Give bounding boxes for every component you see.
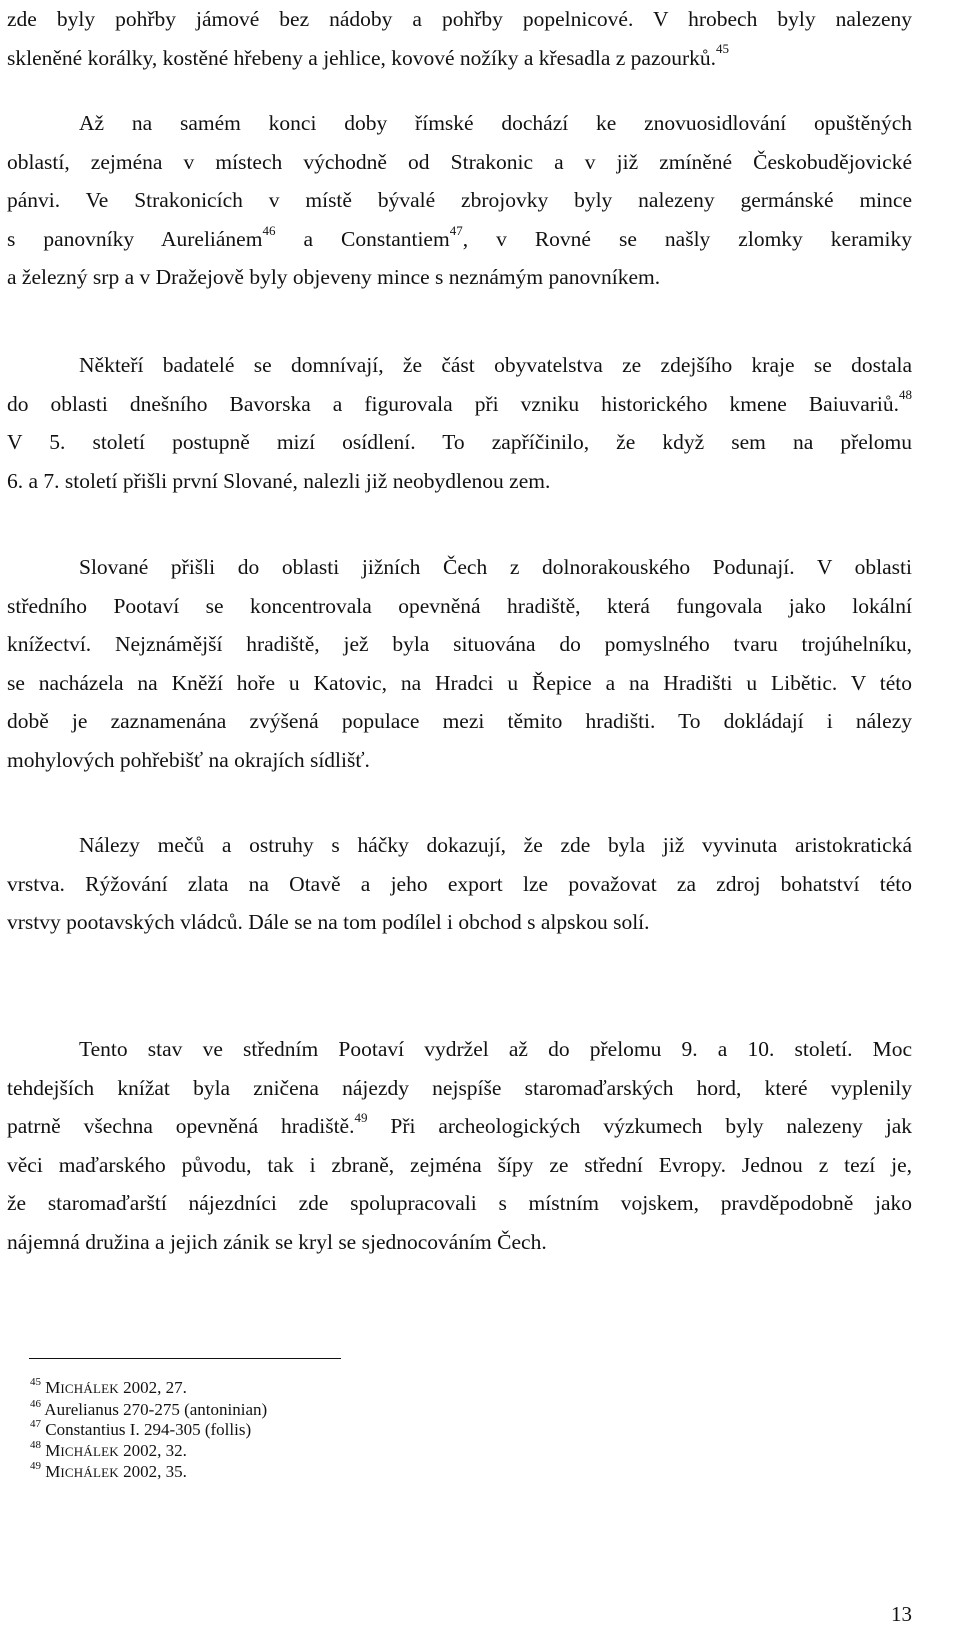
paragraph-5 [7, 826, 912, 942]
paragraph-3 [7, 346, 912, 500]
footnote-author: MICHÁLEK [45, 1440, 119, 1460]
paragraph-line: vrstva. Rýžování zlata na Otavě a jeho export lze považovat za zdroj bohatství této [7, 871, 912, 896]
footnote-ref: 47 [449, 222, 463, 238]
paragraph-6 [7, 1030, 912, 1262]
footnote-number: 46 [30, 1397, 41, 1410]
paragraph-line: oblastí, zejména v místech východně od Strakonic a v již zmíněné Českobudějovické [7, 149, 912, 174]
paragraph-line: Nálezy mečů a ostruhy s háčky dokazují, že zde byla již vyvinuta aristokratická [79, 833, 912, 857]
footnote-ref: 48 [899, 387, 912, 403]
footnote-ref: 49 [354, 1110, 368, 1126]
footnote-46: $^{46}$ Aurelianus 270-275 (antoninian) [30, 1397, 268, 1419]
footnote-separator [29, 1358, 341, 1359]
paragraph-line: nájemná družina a jejich zánik se kryl se sjednocováním Čech. [7, 1229, 547, 1254]
footnote-45: $^{45}$ MICHÁLEK 2002, 27. [30, 1376, 187, 1397]
footnote-ref: 46 [262, 222, 276, 238]
paragraph-line: Někteří badatelé se domnívají, že část obyvatelstva ze zdejšího kraje se dostala [79, 353, 912, 377]
paragraph-line: věci maďarského původu, tak i zbraně, zejména šípy ze střední Evropy. Jednou z tezí je, [7, 1152, 912, 1177]
paragraph-line: skleněné korálky, kostěné hřebeny a jehlice, kovové nožíky a křesadla z pazourků.$^{45}$ [7, 41, 730, 70]
paragraph-line: že staromaďarští nájezdníci zde spolupracovali s místním vojskem, pravděpodobně jako [7, 1191, 912, 1216]
paragraph-4 [7, 548, 912, 780]
footnote-number: 45 [30, 1376, 41, 1389]
footnotes [30, 1378, 267, 1484]
paragraph-1 [7, 0, 912, 77]
paragraph-line: knížectví. Nejznámější hradiště, jež byla situována do pomyslného tvaru trojúhelníku, [7, 632, 912, 657]
paragraph-line: době je zaznamenána zvýšená populace mezi těmito hradišti. To dokládají i nálezy [7, 709, 912, 734]
footnote-number: 47 [30, 1418, 41, 1431]
footnote-author: MICHÁLEK [45, 1378, 119, 1397]
footnote-number: 49 [30, 1460, 41, 1473]
footnote-number: 48 [30, 1438, 41, 1451]
paragraph-line: mohylových pohřebišť na okrajích sídlišť. [7, 747, 370, 772]
paragraph-line: V 5. století postupně mizí osídlení. To zapříčinilo, že když sem na přelomu [7, 430, 912, 455]
paragraph-line: vrstvy pootavských vládců. Dále se na tom podílel i obchod s alpskou solí. [7, 910, 650, 935]
footnote-49: $^{49}$ MICHÁLEK 2002, 35. [30, 1460, 187, 1481]
paragraph-line: a železný srp a v Dražejově byly objeveny mince s neznámým panovníkem. [7, 265, 661, 290]
paragraph-line: patrně všechna opevněná hradiště.$^{49}$ Při archeologických výzkumech byly nalezeny jak [7, 1110, 912, 1139]
paragraph-line: zde byly pohřby jámové bez nádoby a pohřby popelnicové. V hrobech byly nalezeny [7, 7, 912, 31]
paragraph-line: středního Pootaví se koncentrovala opevněná hradiště, která fungovala jako lokální [7, 593, 912, 618]
paragraph-line: Slované přišli do oblasti jižních Čech z dolnorakouského Podunají. V oblasti [79, 555, 912, 579]
footnote-author: MICHÁLEK [45, 1462, 119, 1481]
paragraph-line: Až na samém konci doby římské dochází ke znovuosidlování opuštěných [79, 111, 912, 135]
paragraph-line: se nacházela na Kněží hoře u Katovic, na Hradci u Řepice a na Hradišti u Libětic. V této [7, 670, 912, 695]
paragraph-line: 6. a 7. století přišli první Slované, nalezli již neobydlenou zem. [7, 468, 551, 493]
footnote-47: $^{47}$ Constantius I. 294-305 (follis) [30, 1418, 252, 1439]
footnote-ref: 45 [716, 41, 730, 57]
page-number: 13 [891, 1602, 912, 1626]
paragraph-line: do oblasti dnešního Bavorska a figurovala při vzniku historického kmene Baiuvariů.$^{48}$ [7, 387, 912, 416]
footnote-48: $^{48}$ MICHÁLEK 2002, 32. [30, 1438, 187, 1460]
paragraph-2 [7, 104, 912, 297]
paragraph-line: Tento stav ve středním Pootaví vydržel až do přelomu 9. a 10. století. Moc [79, 1037, 912, 1061]
paragraph-line: tehdejších knížat byla zničena nájezdy nejspíše staromaďarských hord, které vyplenily [7, 1075, 912, 1100]
paragraph-line: pánvi. Ve Strakonicích v místě bývalé zbrojovky byly nalezeny germánské mince [7, 188, 912, 213]
paragraph-line: s panovníky Aureliánem$^{46}$ a Constantiem$^{47}$, v Rovné se našly zlomky keramiky [7, 222, 912, 251]
